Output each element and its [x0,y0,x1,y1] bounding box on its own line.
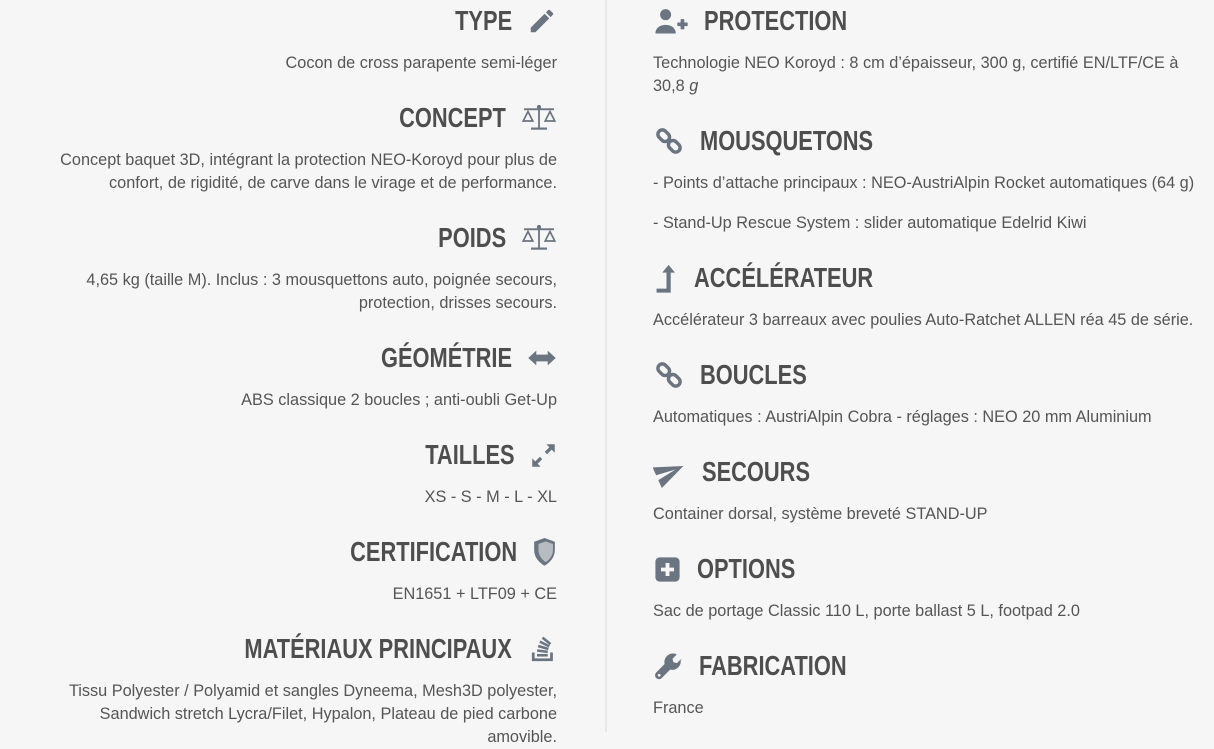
section-text: 4,65 kg (taille M). Inclus : 3 mousquettons auto, poignée secours, protection, drisses secours. [86,271,557,312]
section-text: EN1651 + LTF09 + CE [392,585,557,603]
section-heading [32,341,557,375]
balance-scale-icon [521,104,557,133]
user-plus-icon [653,7,689,36]
paper-plane-icon [653,456,687,488]
section-title: CONCEPT [399,102,506,133]
section-text: Tissu Polyester / Polyamid et sangles Dyneema, Mesh3D polyester, Sandwich stretch Lycra/Filet, Hypalon, Plateau de pied carbone amovible. [68,682,557,746]
shield-icon [532,537,557,567]
section-title: MOUSQUETONS [700,125,874,156]
section-text: France [653,699,704,717]
section-text: Sac de portage Classic 110 L, porte ballast 5 L, footpad 2.0 [653,602,1080,620]
section-text: Cocon de cross parapente semi-léger [285,54,557,72]
section-protection [653,4,1202,98]
section-type [32,4,557,75]
section-title: ACCÉLÉRATEUR [694,262,874,293]
section-title: GÉOMÉTRIE [380,342,512,373]
section-title: POIDS [438,222,506,253]
gravity-unit: g [689,77,699,95]
expand-arrows-icon [530,442,557,469]
wrench-icon [653,651,684,682]
stack-icon [527,634,557,664]
chain-link-icon [653,125,685,157]
section-geometrie [32,341,557,412]
section-heading [653,552,1202,586]
plus-square-icon [653,555,682,584]
section-heading [653,358,1202,392]
section-title: SECOURS [702,456,811,487]
section-text: XS - S - M - L - XL [424,488,557,506]
section-title: FABRICATION [699,650,847,681]
section-certification [32,535,557,606]
arrows-horizontal-icon [527,350,557,366]
section-text: Container dorsal, système breveté STAND-UP [653,505,988,523]
section-text: ABS classique 2 boucles ; anti-oubli Get-Up [241,391,557,409]
section-text: Concept baquet 3D, intégrant la protection NEO-Koroyd pour plus de confort, de rigidité, de carve dans le virage et de performance. [60,151,557,192]
section-heading [32,438,557,472]
section-heading [653,261,1202,295]
section-heading [653,649,1202,683]
protection-text: Technologie NEO Koroyd : 8 cm d’épaisseur, 300 g, certifié EN/LTF/CE à 30,8 [653,54,1179,95]
section-heading [32,632,557,666]
section-accelerateur [653,261,1202,332]
section-text [653,52,1202,98]
section-materiaux [32,632,557,749]
section-poids [32,221,557,315]
section-text: Automatiques : AustriAlpin Cobra - réglages : NEO 20 mm Aluminium [653,408,1152,426]
section-title: BOUCLES [700,359,807,390]
section-title: TAILLES [425,439,515,470]
section-heading [32,535,557,569]
section-text: - Stand-Up Rescue System : slider automatique Edelrid Kiwi [653,214,1087,232]
section-heading [653,124,1202,158]
section-title: OPTIONS [697,553,796,584]
section-tailles [32,438,557,509]
section-options [653,552,1202,623]
chain-link-icon [653,359,685,391]
section-fabrication [653,649,1202,720]
spec-column-right [607,4,1214,728]
section-mousquetons [653,124,1202,235]
level-up-icon [653,263,679,294]
section-title: CERTIFICATION [349,536,517,567]
spec-column-left [0,4,605,746]
section-heading [32,221,557,255]
section-heading [32,4,557,38]
section-heading [653,4,1202,38]
section-heading [653,455,1202,489]
section-boucles [653,358,1202,429]
section-text: Accélérateur 3 barreaux avec poulies Auto-Ratchet ALLEN réa 45 de série. [653,311,1194,329]
section-title: MATÉRIAUX PRINCIPAUX [244,633,512,664]
section-heading [32,101,557,135]
pencil-icon [527,6,557,36]
section-secours [653,455,1202,526]
section-title: PROTECTION [704,5,848,36]
section-concept [32,101,557,195]
section-text: - Points d’attache principaux : NEO-AustriAlpin Rocket automatiques (64 g) [653,174,1195,192]
balance-scale-icon [521,224,557,253]
section-title: TYPE [454,5,512,36]
